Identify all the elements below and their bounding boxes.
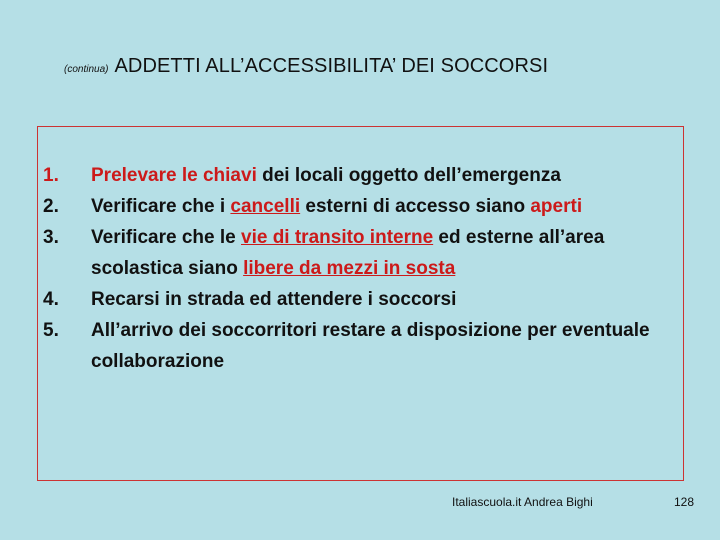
item-highlight: Prelevare le chiavi bbox=[91, 165, 257, 186]
list-item-1 bbox=[43, 160, 673, 191]
list-number: 4. bbox=[43, 289, 59, 310]
footer-credit: Italiascuola.it Andrea Bighi bbox=[452, 495, 593, 509]
list-number: 5. bbox=[43, 320, 59, 341]
item-highlight: aperti bbox=[530, 196, 583, 217]
page-number: 128 bbox=[674, 495, 695, 509]
item-text: Recarsi in strada ed attendere i soccorsi bbox=[91, 289, 457, 310]
list-item-5 bbox=[43, 315, 673, 377]
numbered-list bbox=[43, 160, 673, 377]
item-text: esterni di accesso siano bbox=[300, 196, 531, 217]
list-number: 2. bbox=[43, 196, 59, 217]
item-text: Verificare che le bbox=[91, 227, 241, 248]
item-highlight: cancelli bbox=[230, 196, 301, 217]
item-text: All’arrivo dei soccorritori restare a disposizione per eventuale collaborazione bbox=[91, 320, 650, 372]
list-number: 3. bbox=[43, 227, 59, 248]
item-text: Verificare che i bbox=[91, 196, 231, 217]
item-text: dei locali oggetto dell’emergenza bbox=[256, 165, 561, 186]
title-note: (continua) bbox=[64, 64, 109, 75]
item-highlight: vie di transito interne bbox=[241, 227, 434, 248]
slide-title: ADDETTI ALL’ACCESSIBILITA’ DEI SOCCORSI bbox=[114, 55, 549, 77]
list-item-3 bbox=[43, 222, 673, 284]
slide-title-row bbox=[64, 55, 548, 78]
item-text: ed esterne all’area scolastica siano bbox=[91, 227, 605, 279]
list-item-2 bbox=[43, 191, 673, 222]
list-item-4 bbox=[43, 284, 673, 315]
list-number: 1. bbox=[43, 165, 59, 186]
item-highlight: libere da mezzi in sosta bbox=[243, 258, 456, 279]
